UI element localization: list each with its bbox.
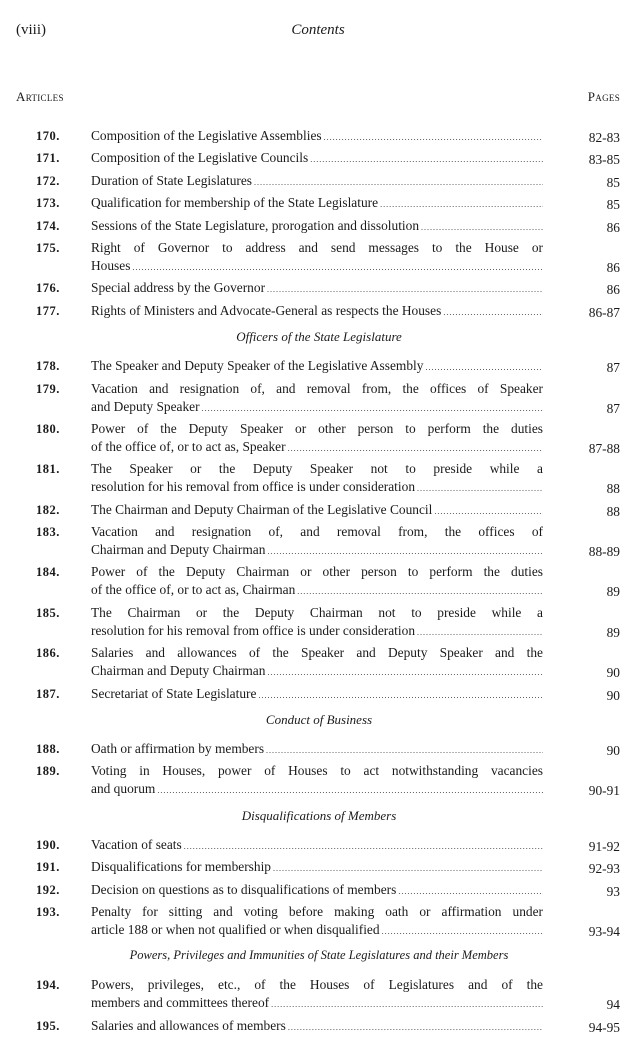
article-title-line: resolution for his removal from office is under consideration [91, 479, 416, 495]
article-title [91, 976, 543, 1014]
article-title-line: The Chairman and Deputy Chairman of the Legislative Council [91, 501, 433, 517]
article-title [91, 194, 543, 214]
article-number: 187. [36, 686, 60, 701]
article-title [91, 644, 543, 682]
toc-entry[interactable] [0, 762, 638, 800]
article-title-line: of the office of, or to act as, Speaker [91, 438, 286, 454]
toc-entry[interactable] [0, 127, 638, 147]
page-reference: 90 [606, 743, 620, 759]
toc-entry[interactable] [0, 644, 638, 682]
toc-entry[interactable] [0, 604, 638, 642]
dot-leader [184, 838, 543, 856]
toc-entry[interactable] [0, 279, 638, 299]
article-title [91, 903, 543, 941]
dot-leader [380, 196, 543, 214]
article-number: 181. [36, 462, 60, 477]
article-title-line: Powers, privileges, etc., of the Houses of Legislatures and of the [91, 977, 543, 993]
article-title [91, 279, 543, 299]
page-reference: 88-89 [588, 544, 620, 560]
dot-leader [132, 259, 543, 277]
article-title [91, 685, 543, 705]
running-header [16, 22, 620, 44]
article-title [91, 357, 543, 377]
article-number: 190. [36, 837, 60, 852]
article-title-line: The Chairman or the Deputy Chairman not to preside while a [91, 604, 543, 620]
page-reference: 93-94 [588, 923, 620, 939]
page-reference: 87 [606, 400, 620, 416]
article-title-line: Salaries and allowances of the Speaker and Deputy Speaker and the [91, 645, 543, 661]
page-reference: 94 [606, 997, 620, 1013]
page-reference: 92-93 [588, 861, 620, 877]
page-reference: 86-87 [588, 304, 620, 320]
article-number: 174. [36, 218, 60, 233]
article-title-line: of the office of, or to act as, Chairman [91, 582, 296, 598]
article-title [91, 420, 543, 458]
page-reference: 90 [606, 665, 620, 681]
article-title [91, 172, 543, 192]
article-title-line: Disqualifications for membership [91, 859, 271, 875]
page-reference: 94-95 [588, 1019, 620, 1035]
article-number: 178. [36, 359, 60, 374]
article-number: 185. [36, 605, 60, 620]
dot-leader [258, 687, 543, 705]
article-title-line: Chairman and Deputy Chairman [91, 663, 266, 679]
article-title-line: Power of the Deputy Speaker or other person to perform the duties [91, 420, 543, 436]
article-title-line: resolution for his removal from office is under consideration [91, 622, 416, 638]
article-number: 177. [36, 303, 60, 318]
article-title-line: Rights of Ministers and Advocate-General as respects the Houses [91, 302, 442, 318]
dot-leader [267, 664, 543, 682]
article-title [91, 501, 543, 521]
toc-entry[interactable] [0, 217, 638, 237]
toc-entry[interactable] [0, 420, 638, 458]
article-title [91, 523, 543, 561]
article-number: 179. [36, 381, 60, 396]
page-reference: 90 [606, 687, 620, 703]
page-reference: 87 [606, 360, 620, 376]
dot-leader [288, 440, 543, 458]
page-reference: 85 [606, 197, 620, 213]
dot-leader [417, 624, 543, 642]
dot-leader [443, 304, 543, 322]
article-title [91, 217, 543, 237]
toc-entry[interactable] [0, 172, 638, 192]
article-title-line: Special address by the Governor [91, 280, 266, 296]
dot-leader [266, 742, 543, 760]
article-title-line: Power of the Deputy Chairman or other person to perform the duties [91, 564, 543, 580]
article-number: 186. [36, 646, 60, 661]
page-reference: 88 [606, 481, 620, 497]
toc-entry[interactable] [0, 563, 638, 601]
page-reference: 93 [606, 883, 620, 899]
article-title-line: Vacation of seats [91, 836, 182, 852]
article-number: 194. [36, 978, 60, 993]
article-number: 180. [36, 421, 60, 436]
page-reference: 87-88 [588, 440, 620, 456]
page-reference: 89 [606, 584, 620, 600]
dot-leader [157, 782, 543, 800]
dot-leader [288, 1019, 543, 1037]
article-title [91, 127, 543, 147]
dot-leader [267, 543, 543, 561]
dot-leader [434, 503, 543, 521]
toc-entry[interactable] [0, 740, 638, 760]
article-number: 183. [36, 525, 60, 540]
toc-entry[interactable] [0, 685, 638, 705]
dot-leader [398, 883, 543, 901]
article-number: 176. [36, 281, 60, 296]
page-reference: 83-85 [588, 152, 620, 168]
toc-entry[interactable] [0, 302, 638, 322]
article-title [91, 460, 543, 498]
article-title-line: and quorum [91, 781, 156, 797]
article-number: 193. [36, 904, 60, 919]
article-title [91, 1017, 543, 1037]
dot-leader [271, 996, 543, 1014]
article-title [91, 762, 543, 800]
pages-heading: Pages [587, 89, 620, 104]
article-number: 188. [36, 742, 60, 757]
article-title [91, 239, 543, 277]
article-title [91, 563, 543, 601]
toc-entry[interactable] [0, 380, 638, 418]
article-title-line: article 188 or when not qualified or when disqualified [91, 921, 380, 937]
section-heading: Officers of the State Legislature [236, 329, 402, 345]
dot-leader [421, 219, 543, 237]
article-number: 171. [36, 151, 60, 166]
page-title: Contents [291, 22, 345, 38]
articles-heading: Articles [16, 89, 64, 104]
dot-leader [254, 174, 543, 192]
article-title-line: Chairman and Deputy Chairman [91, 542, 266, 558]
article-title-line: Houses [91, 257, 131, 273]
article-title-line: Salaries and allowances of members [91, 1017, 286, 1033]
article-title [91, 740, 543, 760]
article-title-line: Decision on questions as to disqualifications of members [91, 881, 397, 897]
article-number: 170. [36, 129, 60, 143]
toc-entry[interactable] [0, 858, 638, 878]
page-reference: 86 [606, 282, 620, 298]
toc-entry[interactable] [0, 881, 638, 901]
article-title-line: Vacation and resignation of, and removal from, the offices of Speaker [91, 380, 543, 396]
article-title [91, 881, 543, 901]
page-reference: 89 [606, 624, 620, 640]
page-reference: 91-92 [588, 838, 620, 854]
section-heading: Powers, Privileges and Immunities of State Legislatures and their Members [129, 948, 509, 963]
column-headings [16, 89, 620, 105]
toc-entry[interactable] [0, 501, 638, 521]
table-of-contents [0, 127, 638, 1039]
dot-leader [310, 151, 543, 169]
toc-entry[interactable] [0, 523, 638, 561]
article-title [91, 858, 543, 878]
article-title-line: Voting in Houses, power of Houses to act notwithstanding vacancies [91, 763, 543, 779]
article-title-line: Penalty for sitting and voting before making oath or affirmation under [91, 903, 543, 919]
article-number: 192. [36, 882, 60, 897]
dot-leader [267, 281, 543, 299]
article-title [91, 380, 543, 418]
toc-entry[interactable] [0, 903, 638, 941]
article-number: 173. [36, 196, 60, 211]
dot-leader [425, 359, 543, 377]
toc-entry[interactable] [0, 460, 638, 498]
dot-leader [382, 923, 543, 941]
article-title-line: The Speaker and Deputy Speaker of the Legislative Assembly [91, 358, 424, 374]
section-heading: Conduct of Business [265, 712, 373, 728]
article-title-line: Oath or affirmation by members [91, 741, 265, 757]
page-reference: 85 [606, 174, 620, 190]
article-number: 184. [36, 565, 60, 580]
dot-leader [297, 583, 543, 601]
article-title-line: and Deputy Speaker [91, 398, 200, 414]
article-title [91, 604, 543, 642]
dot-leader [417, 480, 543, 498]
article-title-line: Right of Governor to address and send messages to the House or [91, 239, 543, 255]
article-number: 175. [36, 240, 60, 255]
toc-entry[interactable] [0, 239, 638, 277]
article-title-line: Vacation and resignation of, and removal from, the offices of [91, 524, 543, 540]
article-number: 191. [36, 860, 60, 875]
section-heading: Disqualifications of Members [241, 807, 397, 823]
article-title [91, 836, 543, 856]
toc-entry[interactable] [0, 357, 638, 377]
article-number: 195. [36, 1018, 60, 1033]
article-number: 182. [36, 502, 60, 517]
page-reference: 82-83 [588, 130, 620, 145]
page-reference: 88 [606, 503, 620, 519]
article-title-line: Secretariat of State Legislature [91, 685, 257, 701]
page-reference: 90-91 [588, 783, 620, 799]
dot-leader [273, 860, 543, 878]
page-reference: 86 [606, 219, 620, 235]
toc-entry[interactable] [0, 1017, 638, 1037]
article-number: 172. [36, 173, 60, 188]
article-title-line: members and committees thereof [91, 995, 270, 1011]
page-reference: 86 [606, 259, 620, 275]
article-title [91, 302, 543, 322]
toc-entry[interactable] [0, 149, 638, 169]
article-title-line: Sessions of the State Legislature, prorogation and dissolution [91, 217, 420, 233]
dot-leader [202, 400, 543, 418]
toc-entry[interactable] [0, 836, 638, 856]
article-number: 189. [36, 764, 60, 779]
article-title-line: Qualification for membership of the State Legislature [91, 195, 379, 211]
page-number: (viii) [16, 22, 46, 38]
dot-leader [324, 129, 543, 147]
article-title [91, 149, 543, 169]
article-title-line: The Speaker or the Deputy Speaker not to preside while a [91, 461, 543, 477]
article-title-line: Composition of the Legislative Councils [91, 150, 309, 166]
article-title-line: Composition of the Legislative Assemblies [91, 128, 322, 143]
toc-entry[interactable] [0, 194, 638, 214]
toc-entry[interactable] [0, 976, 638, 1014]
article-title-line: Duration of State Legislatures [91, 172, 253, 188]
